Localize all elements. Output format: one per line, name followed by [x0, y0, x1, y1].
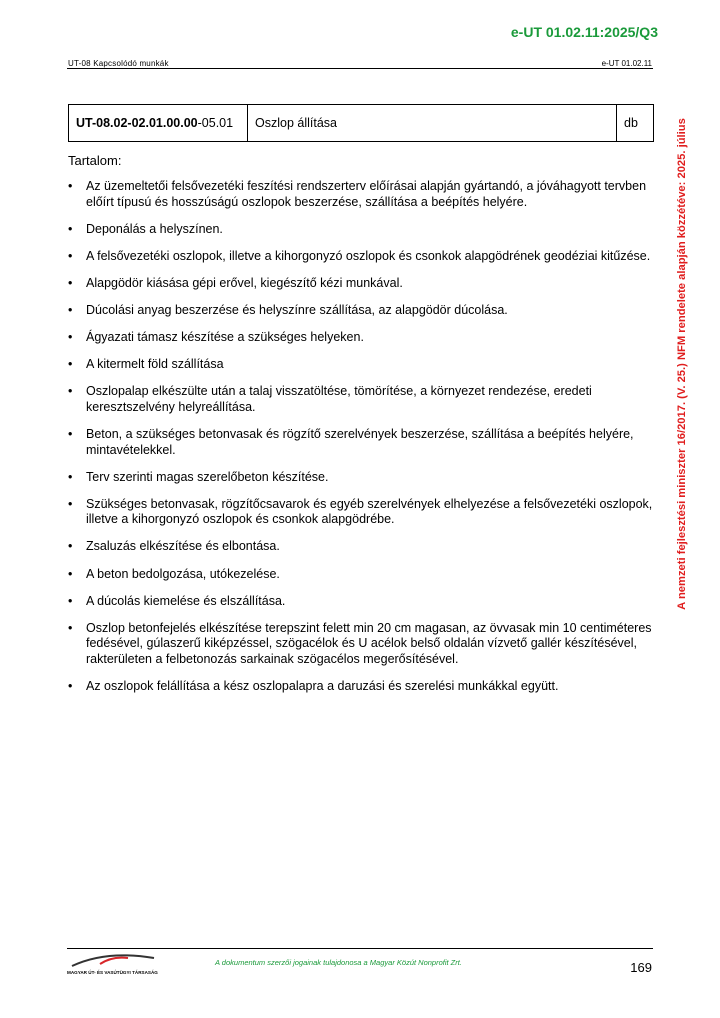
section-reference: e-UT 01.02.11 — [601, 59, 652, 68]
side-note — [672, 96, 692, 632]
list-item-text: A kitermelt föld szállítása — [86, 357, 224, 372]
list-item — [68, 679, 654, 695]
bullet-icon: • — [68, 384, 73, 399]
list-item — [68, 303, 654, 319]
item-unit: db — [617, 105, 654, 142]
list-item — [68, 276, 654, 292]
list-item — [68, 330, 654, 346]
copyright-note: A dokumentum szerzői jogainak tulajdonosa a Magyar Közút Nonprofit Zrt. — [215, 958, 462, 967]
bullet-icon: • — [68, 302, 73, 317]
list-item-text: A felsővezetéki oszlopok, illetve a kihorgonyzó oszlopok és csonkok alapgödrének geodéziai kitűzése. — [86, 248, 651, 263]
bullet-icon: • — [68, 566, 73, 581]
list-item — [68, 357, 654, 373]
company-logo — [66, 952, 160, 976]
page-number: 169 — [630, 960, 652, 975]
side-note-text: A nemzeti fejlesztési miniszter 16/2017. (V. 25.) NFM rendelete alapján közzétéve: 2025. július — [676, 118, 688, 610]
list-item-text: Oszlop betonfejelés elkészítése terepszint felett min 20 cm magasan, az övvasak min 10 centiméteres fedésével, gúlaszerű kiképzéssel, szögacélok és U acélok belső oldalán vízvető gallér készítésével, rakterületen a felbetonozás sarkainak szögacélos megerősítésével. — [86, 620, 652, 666]
bullet-icon: • — [68, 426, 73, 441]
bullet-icon: • — [68, 620, 73, 635]
logo-icon — [66, 952, 160, 976]
list-item-text: Deponálás a helyszínen. — [86, 221, 223, 236]
list-item-text: Beton, a szükséges betonvasak és rögzítő szerelvények beszerzése, szállítása a beépítés helyére, mintavételekkel. — [86, 426, 634, 457]
bullet-icon: • — [68, 539, 73, 554]
bullet-icon: • — [68, 678, 73, 693]
bullet-icon: • — [68, 593, 73, 608]
list-item-text: Oszlopalap elkészülte után a talaj visszatöltése, tömörítése, a környezet rendezése, eredeti keresztszelvény helyreállítása. — [86, 384, 592, 414]
list-item — [68, 222, 654, 238]
content-list — [68, 179, 654, 706]
list-item — [68, 470, 654, 486]
logo-text: MAGYAR ÚT- ÉS VASÚTÜGYI TÁRSASÁG — [67, 970, 158, 975]
bullet-icon: • — [68, 469, 73, 484]
content-label: Tartalom: — [68, 153, 122, 168]
list-item — [68, 567, 654, 583]
list-item-text: Dúcolási anyag beszerzése és helyszínre szállítása, az alapgödör dúcolása. — [86, 302, 508, 317]
item-code-cell — [69, 105, 248, 142]
list-item — [68, 539, 654, 555]
bullet-icon: • — [68, 221, 73, 236]
list-item — [68, 594, 654, 610]
item-name: Oszlop állítása — [248, 105, 617, 142]
footer-divider — [67, 948, 653, 949]
list-item-text: Az üzemeltetői felsővezetéki feszítési rendszerterv előírásai alapján gyártandó, a jóváhagyott tervben előírt típusú és hosszúságú oszlopok beszerzése, szállítása a beépítés helyére. — [86, 179, 647, 209]
document-code: e-UT 01.02.11:2025/Q3 — [510, 24, 658, 40]
bullet-icon: • — [68, 275, 73, 290]
list-item — [68, 384, 654, 415]
bullet-icon: • — [68, 357, 73, 372]
section-title: UT-08 Kapcsolódó munkák — [68, 59, 169, 68]
list-item — [68, 249, 654, 265]
list-item — [68, 621, 654, 668]
list-item — [68, 427, 654, 458]
header-divider — [67, 68, 653, 69]
bullet-icon: • — [68, 496, 73, 511]
list-item-text: A dúcolás kiemelése és elszállítása. — [86, 593, 286, 608]
list-item-text: A beton bedolgozása, utókezelése. — [86, 566, 280, 581]
list-item-text: Az oszlopok felállítása a kész oszlopalapra a daruzási és szerelési munkákkal együtt. — [86, 678, 559, 693]
list-item — [68, 497, 654, 528]
item-code: UT-08.02-02.01.00.00 — [76, 116, 198, 130]
list-item-text: Terv szerinti magas szerelőbeton készítése. — [86, 469, 329, 484]
list-item-text: Zsaluzás elkészítése és elbontása. — [86, 539, 280, 554]
item-code-suffix: -05.01 — [197, 116, 234, 130]
list-item-text: Ágyazati támasz készítése a szükséges helyeken. — [86, 330, 364, 345]
list-item-text: Szükséges betonvasak, rögzítőcsavarok és egyéb szerelvények elhelyezése a felsővezetéki oszlopok, illetve a kihorgonyzó oszlopok és csonkok alapgödrébe. — [86, 496, 653, 527]
list-item — [68, 179, 654, 210]
bullet-icon: • — [68, 248, 73, 263]
bullet-icon: • — [68, 179, 73, 193]
list-item-text: Alapgödör kiásása gépi erővel, kiegészítő kézi munkával. — [86, 275, 403, 290]
item-row — [69, 105, 654, 142]
bullet-icon: • — [68, 330, 73, 345]
item-table — [68, 104, 654, 142]
